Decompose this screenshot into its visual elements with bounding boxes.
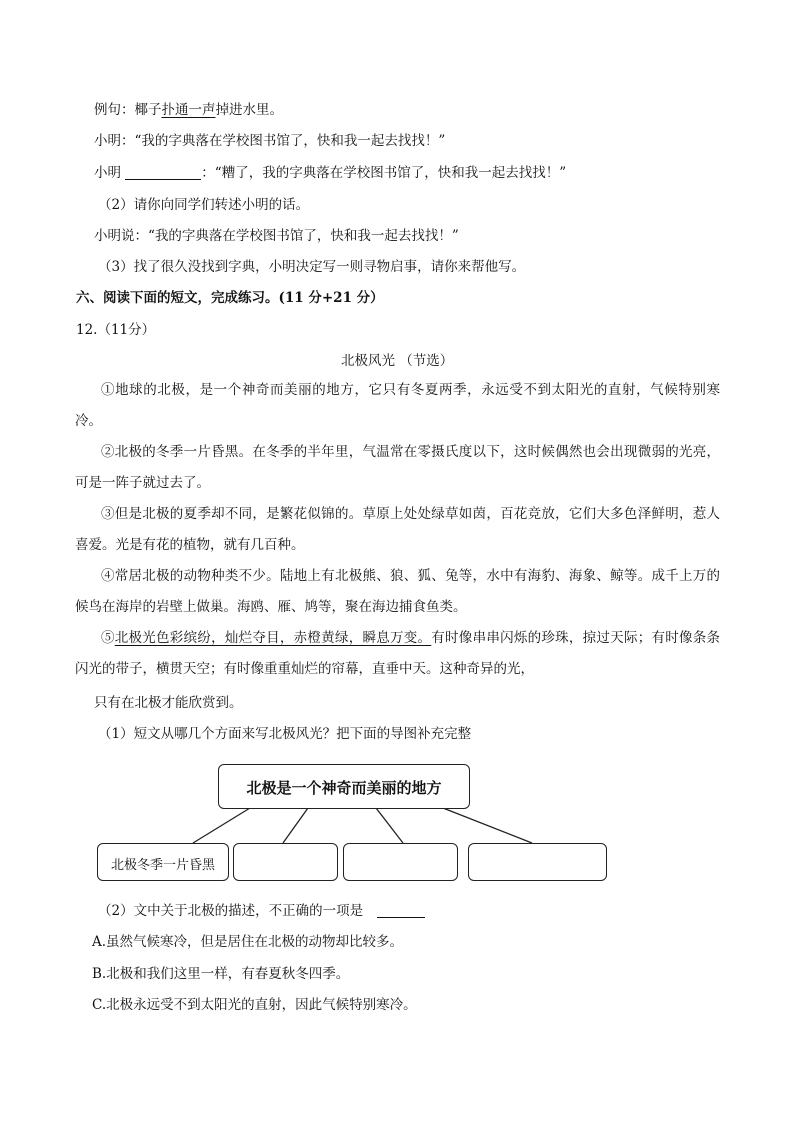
passage-paragraph-2: ②北极的冬季一片昏黑。在冬季的半年里，气温常在零摄氏度以下，这时候偶然也会出现微弱的光亮，可是一阵子就过去了。 xyxy=(75,444,720,491)
mindmap-branch-1 xyxy=(97,843,229,881)
example-underlined: 扑通一声 xyxy=(161,102,216,118)
paragraph-5-rest: 有时像串串闪烁的珍珠，掠过天际；有时像条条闪光的带子，横贯天空；有时像重重灿烂的帘幕，直垂中天。这种奇异的光， xyxy=(75,630,721,677)
question-2-label: （2）请你向同学们转述小明的话。 xyxy=(98,197,310,213)
question-12-2-blank[interactable] xyxy=(377,903,425,918)
mindmap-root-label: 北极是一个神奇而美丽的地方 xyxy=(246,779,442,797)
mindmap-branch-3-blank[interactable] xyxy=(343,843,458,881)
mindmap-root xyxy=(218,764,470,809)
question-3-label: （3）找了很久没找到字典，小明决定写一则寻物启事，请你来帮他写。 xyxy=(98,259,526,275)
example-suffix: 掉进水里。 xyxy=(215,102,283,118)
question-12-1-label: （1）短文从哪几个方面来写北极风光？把下面的导图补充完整 xyxy=(98,726,472,742)
xiaoming-blank-suffix: ：“糟了，我的字典落在学校图书馆了，快和我一起去找找！” xyxy=(201,165,567,181)
xiaoming-quote: 小明：“我的字典落在学校图书馆了，快和我一起去找找！” xyxy=(94,133,446,149)
mindmap-branch-2-blank[interactable] xyxy=(233,843,338,881)
paragraph-5-number: ⑤ xyxy=(101,630,115,646)
paragraph-5-end: 只有在北极才能欣赏到。 xyxy=(94,695,243,711)
passage-paragraph-3: ③但是北极的夏季却不同，是繁花似锦的。草原上处处绿草如茵，百花竞放，它们大多色泽鲜明，惹人喜爱。光是有花的植物，就有几百种。 xyxy=(75,506,720,553)
option-c: C.北极永远受不到太阳光的直射，因此气候特别寒冷。 xyxy=(92,997,417,1013)
xiaoming-said: 小明说：“我的字典落在学校图书馆了，快和我一起去找找！” xyxy=(94,228,459,244)
mindmap-branch-4-blank[interactable] xyxy=(468,843,607,881)
passage-paragraph-1: ①地球的北极，是一个神奇而美丽的地方，它只有冬夏两季，永远受不到太阳光的直射，气候特别寒冷。 xyxy=(75,382,720,429)
section-six-heading: 六、阅读下面的短文，完成练习。(11 分+21 分） xyxy=(76,290,384,306)
option-a: A.虽然气候寒冷，但是居住在北极的动物却比较多。 xyxy=(92,934,404,950)
question-12-2 xyxy=(98,902,425,920)
question-12-label: 12.（11分） xyxy=(76,322,156,338)
passage-paragraph-4: ④常居北极的动物种类不少。陆地上有北极熊、狼、狐、兔等，水中有海豹、海象、鲸等。成千上万的候鸟在海岸的岩壁上做巢。海鸥、雁、鸠等，聚在海边捕食鱼类。 xyxy=(75,568,720,615)
question-12-2-label: （2）文中关于北极的描述，不正确的一项是 xyxy=(98,903,364,919)
example-prefix: 例句：椰子 xyxy=(94,102,162,118)
passage-title: 北极风光 （节选） xyxy=(341,353,454,369)
xiaoming-blank-prefix: 小明 xyxy=(94,165,121,181)
option-b: B.北极和我们这里一样，有春夏秋冬四季。 xyxy=(92,966,350,982)
mindmap-branch-1-label: 北极冬季一片昏黑 xyxy=(110,858,215,873)
paragraph-5-underlined: 北极光色彩缤纷，灿烂夺目，赤橙黄绿，瞬息万变。 xyxy=(114,630,432,646)
